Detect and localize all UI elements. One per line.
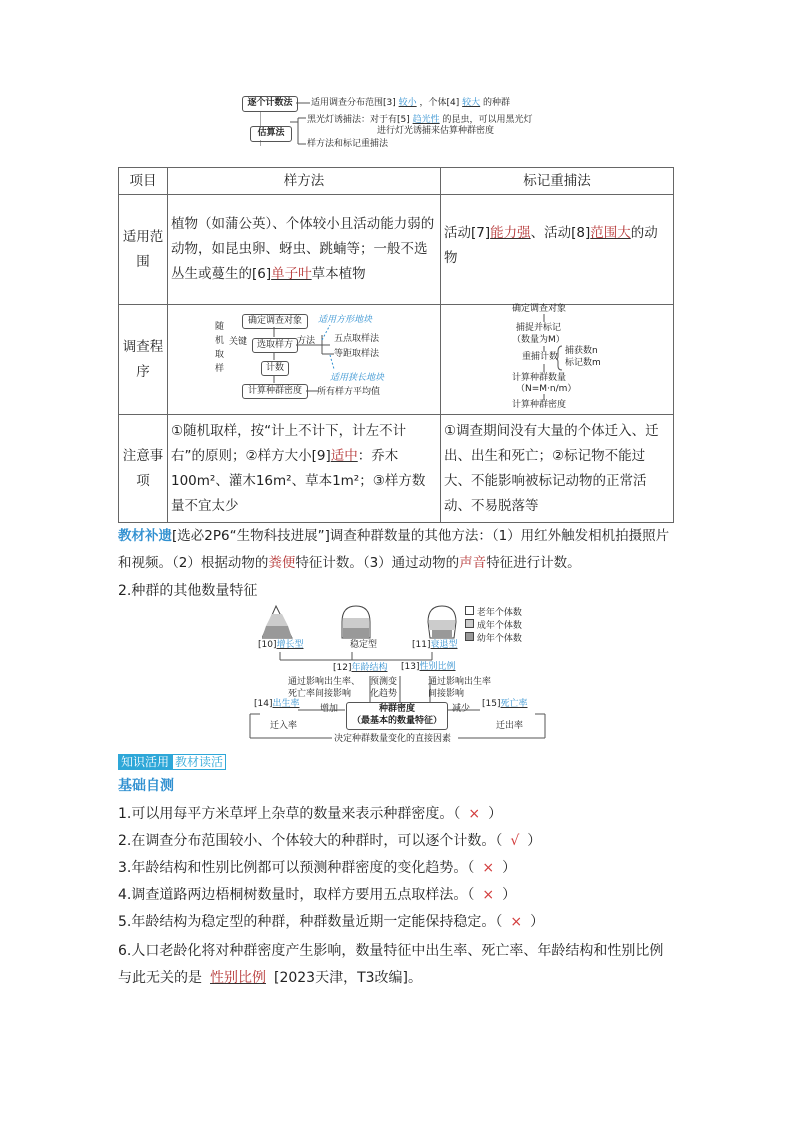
random-sampling-label: 随机取样 — [215, 322, 225, 374]
step-calc-density: 计算种群密度 — [242, 384, 308, 399]
mark-step-capture-count: （数量为M） — [512, 335, 565, 345]
question-5: 5.年龄结构为稳定型的种群，种群数量近期一定能保持稳定。（ × ） — [118, 914, 545, 930]
other-methods-text: 样方法和标记重捕法 — [307, 139, 389, 149]
label-death-rate: [15]死亡率 — [482, 699, 528, 709]
sample-procedure-arrows — [230, 325, 340, 395]
answer-11: 衰退型 — [430, 640, 458, 650]
label-stable-type: 稳定型 — [350, 640, 378, 650]
row-label-scope: 适用范围 — [119, 195, 168, 305]
legend-old: 老年个体数 — [465, 606, 522, 619]
population-density-box: 种群密度 （最基本的数量特征） — [346, 702, 448, 730]
estimate-method-box: 估算法 — [250, 126, 292, 142]
mark-marked-m: 标记数m — [565, 358, 601, 368]
q4-answer-mark: × — [482, 887, 495, 903]
header-mark-recapture: 标记重捕法 — [441, 168, 674, 195]
legend-adult: 成年个体数 — [465, 619, 522, 632]
question-2: 2.在调查分布范围较小、个体较大的种群时，可以逐个计数。（ √ ） — [118, 833, 542, 849]
table-header-row — [119, 168, 674, 195]
table-row-notes — [119, 415, 674, 523]
supplement-label: 教材补遗 — [118, 528, 172, 544]
answer-6: 单子叶 — [271, 266, 312, 282]
question-6: 6.人口老龄化将对种群密度产生影响，数量特征中出生率、死亡率、年龄结构和性别比例与此无关的是 性别比例 [2023天津，T3改编]。 — [118, 943, 664, 986]
question-1: 1.可以用每平方米草坪上杂草的数量来表示种群密度。（ × ） — [118, 806, 503, 822]
count-method-box: 逐个计数法 — [242, 96, 298, 112]
question-4: 4.调查道路两边梧桐树数量时，取样方要用五点取样法。（ × ） — [118, 887, 517, 903]
note-age-influence: 通过影响出生率、死亡率间接影响 — [288, 677, 361, 699]
q3-answer-mark: × — [482, 860, 495, 876]
table-row-scope — [119, 195, 674, 305]
answer-12: 年龄结构 — [351, 663, 388, 673]
q1-answer-mark: × — [468, 806, 481, 822]
mark-scope-cell: 活动[7]能力强、活动[8]范围大的动物 — [441, 195, 674, 305]
label-sex-ratio: [13]性别比例 — [401, 662, 456, 672]
label-decrease: 减少 — [452, 704, 471, 714]
keyword-feces: 粪便 — [268, 555, 296, 571]
label-birth-rate: [14]出生率 — [254, 699, 300, 709]
mark-notes-cell: ①调查期间没有大量的个体迁入、迁出、出生和死亡；②标记物不能过大、不能影响被标记动物的正常活动、不易脱落等 — [441, 415, 674, 523]
mark-procedure-arrows — [540, 314, 570, 404]
question-3: 3.年龄结构和性别比例都可以预测种群密度的变化趋势。（ × ） — [118, 860, 517, 876]
light-trap-desc: 黑光灯诱捕法：对于有[5] 趋光性 的昆虫，可以用黑光灯 — [307, 115, 533, 125]
answer-8: 范围大 — [590, 225, 631, 241]
answer-14: 出生率 — [272, 699, 300, 709]
self-test-title: 基础自测 — [118, 778, 174, 794]
supplement-paragraph: 教材补遗[选必2P6“生物科技进展”]调查种群数量的其他方法：（1）用红外触发相机拍摄照片和视频。（2）根据动物的粪便特征计数。（3）通过动物的声音特征进行计数。 — [118, 528, 670, 571]
answer-13: 性别比例 — [419, 662, 456, 672]
answer-3: 较小 — [398, 98, 417, 108]
answer-4: 较大 — [462, 98, 481, 108]
answer-15: 死亡率 — [500, 699, 528, 709]
answer-9: 适中 — [330, 447, 358, 464]
mark-step-density: 计算种群密度 — [512, 400, 567, 410]
q5-answer-mark: × — [510, 914, 523, 930]
answer-10: 增长型 — [276, 640, 304, 650]
q6-answer: 性别比例 — [210, 970, 266, 986]
header-sample-method: 样方法 — [168, 168, 441, 195]
note-predict-trend: 预测变化趋势 — [370, 677, 398, 699]
label-decline-type: [11]衰退型 — [412, 640, 458, 650]
sample-notes-cell: ①随机取样，按“计上不计下，计左不计右”的原则；②样方大小[9]适中：乔木100m²、灌木16m²、草本1m²；③样方数量不宜太少 — [168, 415, 441, 523]
tag-knowledge-use: 知识活用 — [118, 754, 172, 770]
q2-answer-mark: √ — [510, 833, 520, 849]
label-emigration: 迁出率 — [496, 721, 524, 731]
key-label: 关键 — [229, 337, 248, 347]
note-sex-influence: 通过影响出生率间接影响 — [428, 677, 492, 699]
answer-7: 能力强 — [490, 225, 531, 241]
label-increase: 增加 — [320, 704, 339, 714]
legend-young: 幼年个体数 — [465, 632, 522, 645]
mark-formula: （N=M·n/m） — [516, 384, 577, 394]
age-legend — [465, 606, 522, 645]
label-immigration: 迁入率 — [270, 721, 298, 731]
keyword-sound: 声音 — [459, 555, 487, 571]
mark-captured-n: 捕获数n — [565, 346, 598, 356]
sample-scope-cell: 植物（如蒲公英）、个体较小且活动能力弱的动物，如昆虫卵、蚜虫、跳蝻等；一般不选丛生或蔓生的[6]单子叶草本植物 — [168, 195, 441, 305]
equidistant-label: 等距取样法 — [334, 349, 380, 359]
row-label-procedure: 调查程序 — [119, 305, 168, 415]
average-label: 所有样方平均值 — [317, 387, 381, 397]
tag-textbook-read: 教材读活 — [172, 754, 226, 770]
hint-square-plot: 适用方形地块 — [318, 315, 373, 325]
mark-step-recapture: 重捕计数 — [522, 352, 559, 362]
answer-5: 趋光性 — [412, 115, 440, 125]
row-label-notes: 注意事项 — [119, 415, 168, 523]
label-age-structure: [12]年龄结构 — [333, 663, 388, 673]
section-tags — [118, 751, 226, 770]
step-define-target: 确定调查对象 — [242, 314, 308, 329]
step-select-quadrat: 选取样方 — [252, 338, 298, 353]
section-2-title: 2.种群的其他数量特征 — [118, 583, 258, 599]
count-method-desc: 适用调查分布范围[3] 较小 ，个体[4] 较大 的种群 — [311, 98, 511, 108]
mark-step-population: 计算种群数量 — [512, 373, 567, 383]
label-growth-type: [10]增长型 — [258, 640, 304, 650]
feature-connector-lines — [240, 652, 560, 744]
header-item: 项目 — [119, 168, 168, 195]
label-direct-factors: 决定种群数量变化的直接因素 — [334, 734, 452, 744]
light-trap-desc-2: 进行灯光诱捕来估算种群密度 — [377, 126, 495, 136]
five-point-label: 五点取样法 — [334, 334, 380, 344]
hint-narrow-plot: 适用狭长地块 — [330, 373, 385, 383]
method-label: 方法 — [297, 336, 316, 346]
age-pyramid-icons — [262, 604, 482, 640]
mark-step-define: 确定调查对象 — [512, 304, 567, 314]
mark-step-capture: 捕捉并标记 — [516, 323, 562, 333]
step-count: 计数 — [261, 361, 289, 376]
